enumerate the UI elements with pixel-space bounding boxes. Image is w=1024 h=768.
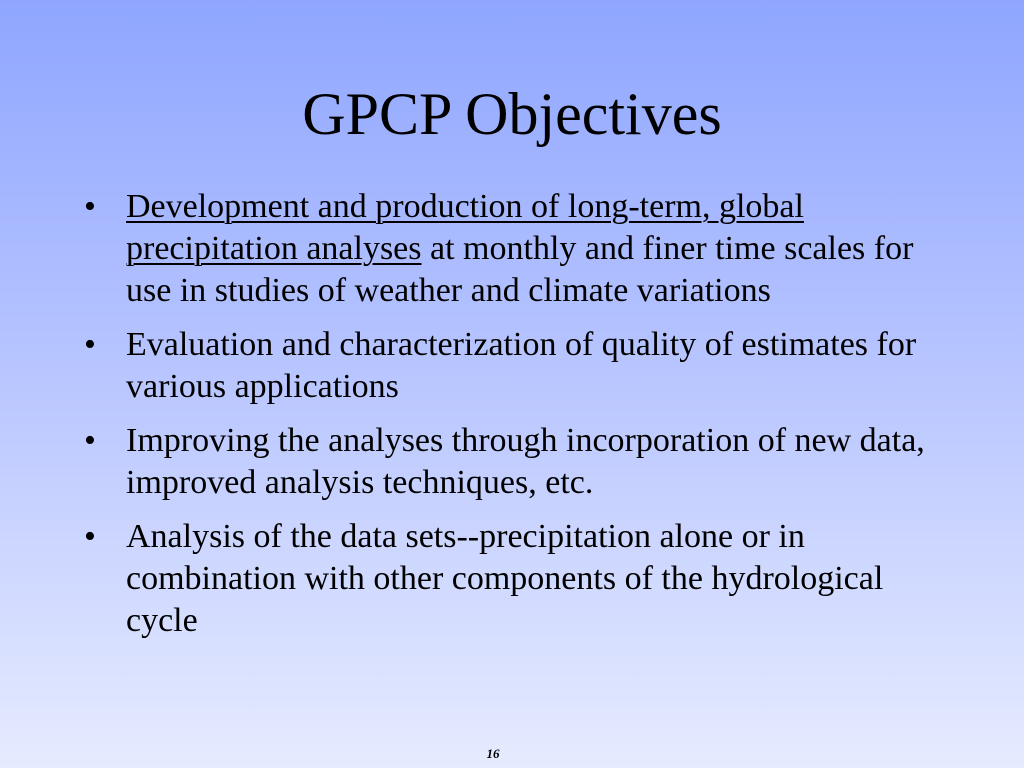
objectives-list: [84, 186, 944, 654]
bullet-icon: •: [84, 518, 96, 555]
underlined-text: Development and production of long-term, global precipitation analyses: [126, 188, 804, 267]
bullet-text: Analysis of the data sets--precipitation alone or in combination with other components of the hydrological cycle: [126, 518, 884, 639]
bullet-text: at monthly and finer time scales for use in studies of weather and climate variations: [126, 230, 914, 309]
bullet-text: Evaluation and characterization of quality of estimates for various applications: [126, 326, 917, 405]
page-number: 16: [486, 746, 500, 761]
bullet-icon: •: [84, 188, 96, 225]
bullet-icon: •: [84, 326, 96, 363]
bullet-text: Improving the analyses through incorporation of new data, improved analysis techniques, etc.: [126, 422, 925, 501]
list-item: [84, 420, 944, 504]
list-item: [84, 324, 944, 408]
slide-title: GPCP Objectives: [302, 81, 722, 147]
bullet-icon: •: [84, 422, 96, 459]
list-item: [84, 516, 944, 642]
list-item: [84, 186, 944, 312]
